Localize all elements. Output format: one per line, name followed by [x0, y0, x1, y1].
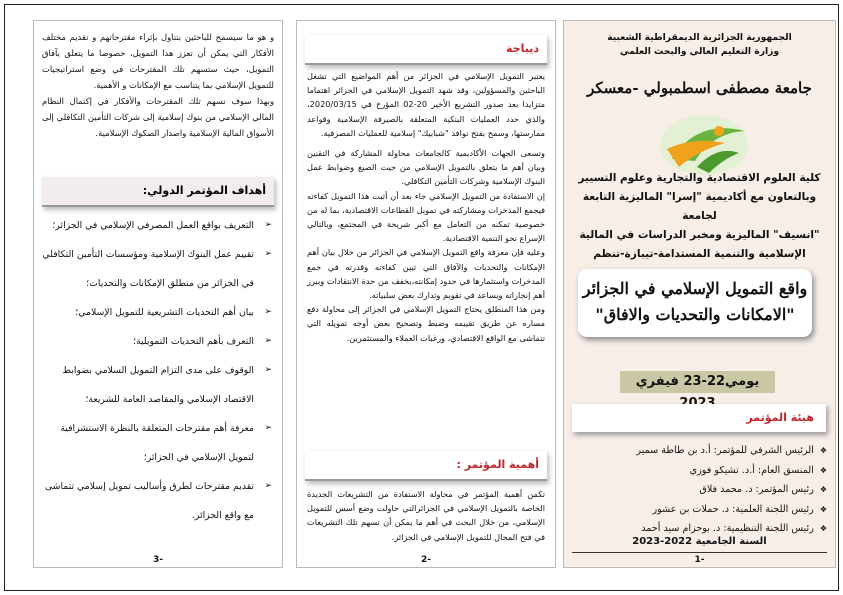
conference-date: يومي22-23 فيفري [620, 371, 775, 393]
paragraph: إن الاستفادة من التمويل الإسلامي جاء بعد أن أثبت هذا التمويل كفاءته فيجمع المدخرات ومشاركته في تمويل القطاعات الاقتصادية، بما له من خصوصية تمكنه من التعامل مع أكبر شريحة في المجتمع، وبالتالي الإسراع نحو التنمية الاقتصادية. [307, 190, 545, 244]
page-number: -3 [152, 555, 163, 565]
goal-item: ➢ تقديم مقترحات لطرق وأساليب تمويل إسلامي تتماشى مع واقع الجزائر. [42, 472, 272, 530]
conference-title [578, 269, 812, 337]
faculty-line: "انسيف" الماليزية ومخبر الدراسات في المالية [579, 229, 820, 241]
cover-panel [563, 20, 836, 568]
goal-item: ➢ تقييم عمل البنوك الإسلامية ومؤسسات التأمين التكافلي في الجزائر من منطلق الإمكانات والتحديات؛ [42, 240, 272, 298]
preamble-heading: ديباجة [305, 35, 547, 65]
faculty-organizers [570, 169, 829, 264]
goal-item: ➢ الوقوف على مدى التزام التمويل السلامي بضوابط الاقتصاد الإسلامي والمقاصد العامة للشريعة؛ [42, 356, 272, 414]
government-header [572, 31, 827, 59]
faculty-line: الإسلامية والتنمية المستدامة-تيبازة-تنظم [593, 248, 806, 260]
page-number: -1 [694, 555, 705, 565]
paragraph: وبهذا سوف تسهم تلك المقترحات والأفكار في إكتمال النظام المالي الإسلامي من بنوك إسلامية إلى شركات التأمين التكافلي إلى الأسواق المالية الإسلامية واصدار الصكوك الإسلامية. [42, 96, 274, 138]
committee-member: ❖ رئيس المؤتمر: د. محمد فلاق [572, 480, 827, 500]
academic-year: السنة الجامعية 2022-2023 [632, 536, 767, 547]
committee-list [572, 441, 827, 539]
goal-item: ➢ التعريف بواقع العمل المصرفي الإسلامي في الجزائر؛ [42, 211, 272, 240]
paragraph: وعليه فإن معرفة واقع التمويل الإسلامي في الجزائر من خلال بيان أهم الإمكانات والتحديات والآفاق التي تبين كفاءته وقدرته في جمع المدخرات واستثمارها في حدود إمكانته،بخفف من حدة الانتقادات ويبرز أهم إنجازاته ويساعد في تقويم وتدارك بعض سلبياته. [307, 247, 545, 301]
goals-heading: أهداف المؤتمر الدولي: [42, 177, 274, 207]
committee-member: ❖ رئيس اللجنة العلمية: د. حملات بن عشور [572, 500, 827, 520]
paragraph: وتسعى الجهات الأكاديمية كالجامعات محاولة المشاركة في التقنين وبيان أهم ما يتعلق بالتمويل الإسلامي من حيث الصيغ وضوابط عمل البنوك الإسلامية وشركات التأمين التكافلي. [307, 148, 545, 187]
preamble-text [307, 69, 545, 345]
title-line: واقع التمويل الإسلامي في الجزائر [582, 279, 808, 298]
goal-item: ➢ معرفة أهم مقترحات المتعلقة بالنظرة الاستشرافية لتمويل الإسلامي في الجزائر؛ [42, 414, 272, 472]
committee-member: ❖ رئيس اللجنة التنظيمية: د. بوحزام سيد أحمد [572, 519, 827, 539]
goals-panel [33, 20, 283, 568]
paragraph: و هو ما سيسمح للباحثين بتناول بإثراء مقترحاتهم و تقديم مختلف الأفكار التي يمكن أن تعزز هذا التمويل، خصوصا ما يتعلق بآفاق التمويل، حيث ستسهم تلك المقترحات في وضع استراتيجيات للتمويل الإسلامي بما يتناسب مع الإمكانات و الأهمية. [42, 32, 274, 90]
title-line: "الامكانات والتحديات والافاق" [595, 305, 795, 324]
importance-text: تكمن أهمية المؤتمر في محاولة الاستفادة من التشريعات الجديدة الخاصة بالتمويل الإسلامي في الجزائرالتي حاولت وضع أسس للتمويل الإسلامي، من خلال البحث في أهم ما يمكن أن تسهم تلك التشريعات في فتح المجال للتمويل الإسلامي في الجزائر. [307, 489, 545, 542]
committee-member: ❖ الرئيس الشرفي للمؤتمر: أ.د بن طاطة سمير [572, 441, 827, 461]
committee-member: ❖ المنسق العام: أ.د. تشيكو فوزي [572, 461, 827, 481]
committee-heading: هيئة المؤتمر [572, 404, 826, 432]
faculty-line: وبالتعاون مع أكاديمية "إسرا" الماليزية التابعة لجامعة [582, 191, 817, 222]
goal-item: ➢ بيان أهم التحديات التشريعية للتمويل الإسلامي؛ [42, 298, 272, 327]
importance-heading: أهمية المؤتمر : [305, 451, 547, 481]
divider [572, 552, 827, 553]
goals-list [42, 211, 272, 530]
gov-line: وزارة التعليم العالي والبحث العلمي [619, 46, 780, 57]
goal-item: ➢ التعرف بأهم التحديات التمويلية؛ [42, 327, 272, 356]
gov-line: الجمهورية الجزائرية الديمقراطية الشعبية [607, 32, 792, 43]
page-number: -2 [420, 555, 431, 565]
paragraph: يعتبر التمويل الإسلامي في الجزائر من أهم المواضيع التي تشغل الباحثين والمسؤولين، وقد شهد التمويل الإسلامي في الجزائر اهتماما متزايدا بعد صدور التشريع الأخير 20-02 المؤرخ في 2020/03/15، والذي حدد العمليات البنكية المتعلقة بالصيرفة الإسلامية وقواعد ممارستها، وسمح بفتح نوافذ "شبابيك" إسلامية للعمليات المصرفية. [307, 71, 545, 138]
university-name: جامعة مصطفى اسطمبولي -معسكر [587, 79, 812, 97]
faculty-line: كلية العلوم الاقتصادية والتجارية وعلوم التسيير [578, 172, 821, 184]
preamble-panel [296, 20, 556, 568]
paragraph: ومن هذا المنطلق يحتاج التمويل الإسلامي في الجزائر إلى محاولة دفع مساره عن طريق تقييمه وضبط وتصحيح بعض أوجه تمويله التي تتماشى مع الواقع الاقتصادي، ورغبات العملاء والمستثمرين. [307, 304, 545, 343]
proposals-text [42, 29, 274, 141]
